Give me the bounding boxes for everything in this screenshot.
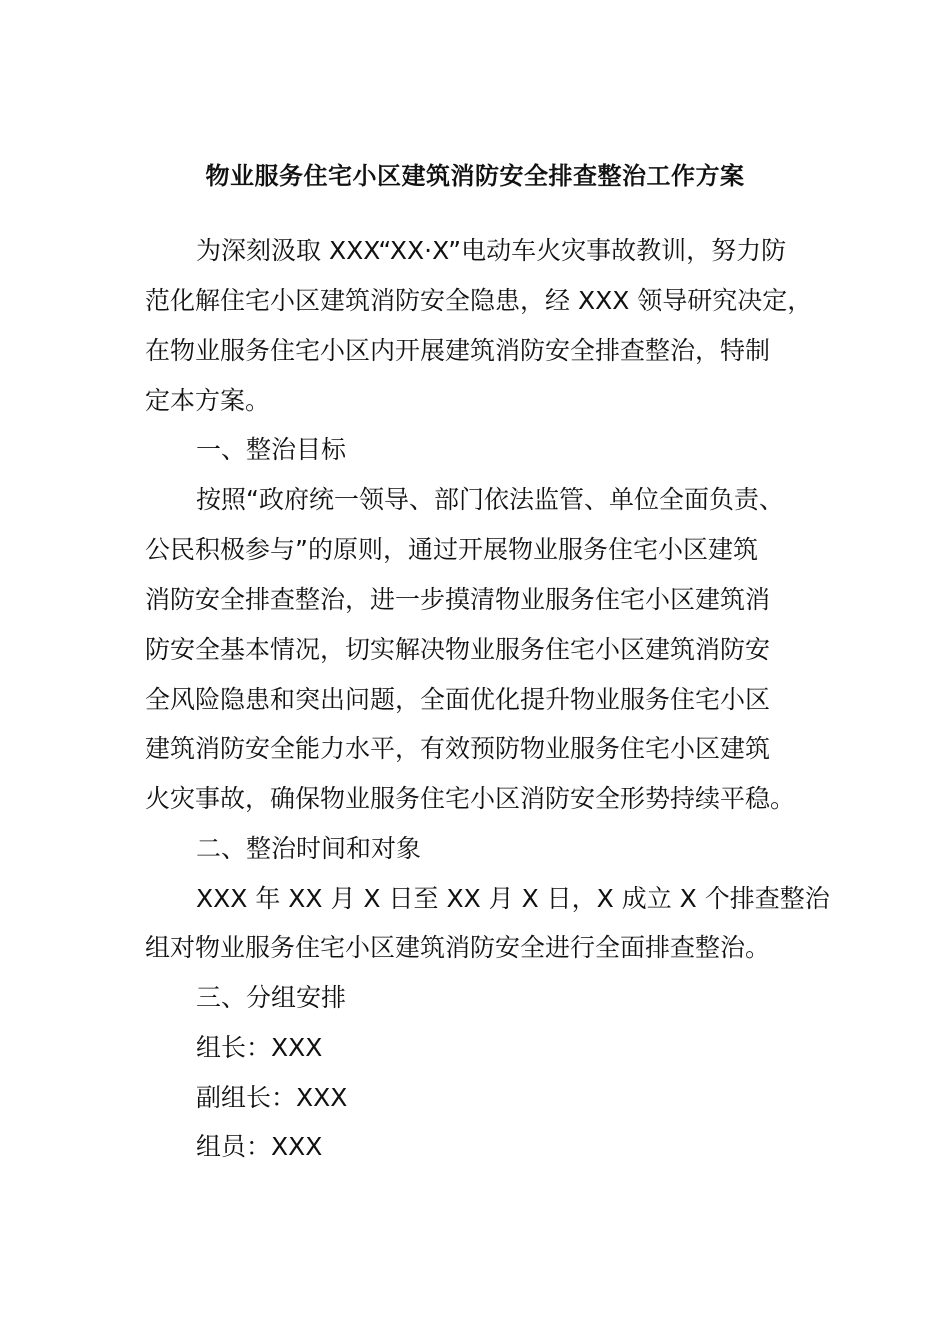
- section1-line-7: 火灾事故，确保物业服务住宅小区消防安全形势持续平稳。: [145, 784, 796, 813]
- section2-heading: 二、整治时间和对象: [196, 834, 422, 863]
- section1-line-4: 防安全基本情况，切实解决物业服务住宅小区建筑消防安: [145, 635, 771, 664]
- section1-heading: 一、整治目标: [196, 435, 347, 464]
- group-leader: 组长：XXX: [196, 1033, 323, 1062]
- document-title: 物业服务住宅小区建筑消防安全排查整治工作方案: [205, 162, 745, 190]
- section1-line-6: 建筑消防安全能力水平，有效预防物业服务住宅小区建筑: [145, 734, 771, 763]
- group-deputy-leader: 副组长：XXX: [196, 1083, 348, 1112]
- intro-line-3: 在物业服务住宅小区内开展建筑消防安全排查整治，特制: [145, 336, 771, 365]
- section1-line-1: 按照“政府统一领导、部门依法监管、单位全面负责、: [196, 485, 784, 514]
- intro-line-2: 范化解住宅小区建筑消防安全隐患，经 XXX 领导研究决定，: [145, 286, 813, 315]
- section2-line-1: XXX 年 XX 月 X 日至 XX 月 X 日，X 成立 X 个排查整治: [196, 884, 830, 913]
- intro-line-1: 为深刻汲取 XXX“XX·X”电动车火灾事故教训，努力防: [196, 236, 787, 265]
- section1-line-5: 全风险隐患和突出问题，全面优化提升物业服务住宅小区: [145, 685, 771, 714]
- section2-line-2: 组对物业服务住宅小区建筑消防安全进行全面排查整治。: [145, 933, 771, 962]
- group-members: 组员：XXX: [196, 1132, 323, 1161]
- intro-line-4: 定本方案。: [145, 386, 271, 415]
- section1-line-2: 公民积极参与”的原则，通过开展物业服务住宅小区建筑: [145, 535, 758, 564]
- section3-heading: 三、分组安排: [196, 983, 347, 1012]
- section1-line-3: 消防安全排查整治，进一步摸清物业服务住宅小区建筑消: [145, 585, 771, 614]
